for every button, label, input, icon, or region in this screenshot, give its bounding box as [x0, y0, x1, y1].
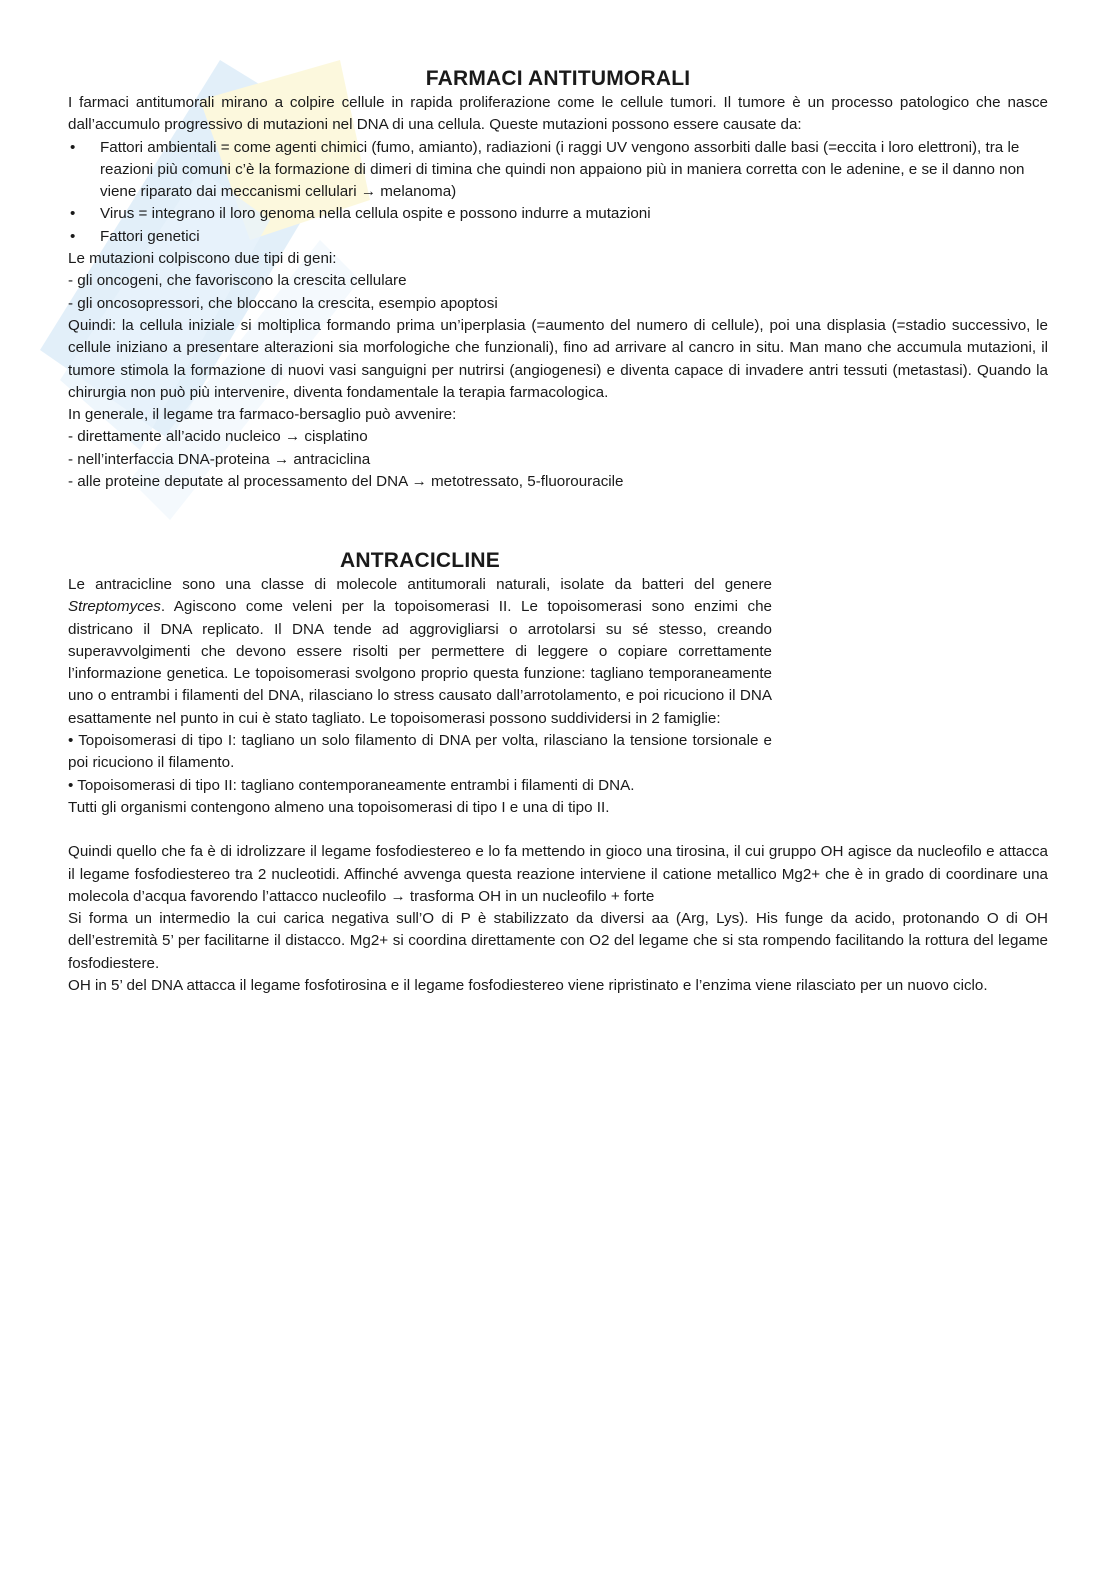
text-line: Le mutazioni colpiscono due tipi di geni: — [68, 250, 337, 268]
closing-paragraph: OH in 5’ del DNA attacca il legame fosfotirosina e il legame fosfodiestereo viene ripristinato e l’enzima viene rilasciato per un nuovo ciclo. — [68, 977, 988, 995]
bullet-icon: • — [70, 227, 76, 245]
list-item: • Virus = integrano il loro genoma nella cellula ospite e possono indurre a mutazioni — [68, 203, 1048, 225]
section-title-farmaci: FARMACI ANTITUMORALI — [425, 67, 691, 90]
topo-type1: • Topoisomerasi di tipo I: tagliano un solo filamento di DNA per volta, rilasciano la tensione torsionale e poi ricuciono il filamento. — [68, 732, 772, 772]
bullet-icon: • — [70, 138, 76, 156]
list-item: • Fattori ambientali = come agenti chimici (fumo, amianto), radiazioni (i raggi UV vengono assorbiti dalle basi (=eccita i loro elettroni), tra le reazioni più comuni c’è la formazione di dimeri di timina che quindi non appaiono più in maniera corretta con le adenine, e se il danno non viene riparato dai meccanismi cellulari → melanoma) — [70, 138, 1025, 201]
text-line: - gli oncogeni, che favoriscono la crescita cellulare — [68, 272, 407, 290]
list-item: • Fattori genetici — [68, 226, 1048, 248]
genus-name: Streptomyces — [68, 598, 161, 616]
intro-paragraph: I farmaci antitumorali mirano a colpire cellule in rapida proliferazione come le cellule tumori. Il tumore è un processo patologico che nasce dall’accumulo progressivo di mutazioni nel DNA di una cellula. Queste mutazioni possono essere causate da: — [68, 94, 1048, 134]
topo-type2: • Topoisomerasi di tipo II: tagliano contemporaneamente entrambi i filamenti di DNA. — [68, 776, 635, 794]
text-line: - direttamente all’acido nucleico → cisplatino — [68, 428, 368, 446]
topo-all-organisms: Tutti gli organismi contengono almeno una topoisomerasi di tipo I e una di tipo II. — [68, 798, 610, 816]
causes-list — [68, 137, 1048, 248]
section-title-antracicline: ANTRACICLINE — [340, 549, 500, 572]
text-line: - gli oncosopressori, che bloccano la crescita, esempio apoptosi — [68, 294, 498, 312]
bullet-icon: • — [70, 205, 76, 223]
intermediate-paragraph: Si forma un intermedio la cui carica negativa sull’O di P è stabilizzato da diversi aa (Arg, Lys). His funge da acido, protonando O di OH dell’estremità 5’ per facilitarne il distacco. Mg2+ si coordina direttamente con O2 del legame che si sta rompendo facilitando la rottura del legame fosfodiestere. — [68, 910, 1048, 972]
text-line: - nell’interfaccia DNA-proteina → antraciclina — [68, 450, 371, 468]
progression-paragraph: Quindi: la cellula iniziale si moltiplica formando prima un’iperplasia (=aumento del numero di cellule), poi una displasia (=stadio successivo, le cellule iniziano a presentare alterazioni sia morfologiche che funzionali), fino ad arrivare al cancro in situ. Man mano che accumula mutazioni, il tumore stimola la formazione di nuovi vasi sanguigni per nutrirsi (angiogenesi) e diventa capace di invadere antri tessuti (metastasi). Quando la chirurgia non può più intervenire, diventa fondamentale la terapia farmacologica. — [68, 316, 1048, 401]
section-antracicline — [68, 548, 1048, 997]
text-line: - alle proteine deputate al processamento del DNA → metotressato, 5-fluorouracile — [68, 473, 624, 491]
section-farmaci-antitumorali — [68, 66, 1048, 493]
mechanism-paragraph: Quindi quello che fa è di idrolizzare il legame fosfodiestereo e lo fa mettendo in gioco una tirosina, il cui gruppo OH agisce da nucleofilo e attacca il legame fosfodiestereo tra 2 nucleotidi. Affinché avvenga questa reazione interviene il catione metallico Mg2+ che è in grado di coordinare una molecola d’acqua favorendo l’attacco nucleofilo → trasforma OH in un nucleofilo + forte — [68, 843, 1048, 905]
antracicline-intro: Le antracicline sono una classe di molecole antitumorali naturali, isolate da batteri del genere Streptomyces. Agiscono come veleni per la topoisomerasi II. Le topoisomerasi sono enzimi che districano il DNA replicato. Il DNA tende ad aggrovigliarsi o arrotolarsi su sé stesso, creando superavvolgimenti che devono essere risolti per permettere di leggere o copiare correttamente l’informazione genetica. Le topoisomerasi svolgono proprio questa funzione: tagliano temporaneamente uno o entrambi i filamenti del DNA, rilasciano lo stress causato dall’arrotolamento, e poi ricuciono il DNA esattamente nel punto in cui è stato tagliato. Le topoisomerasi possono suddividersi in 2 famiglie: — [68, 576, 772, 727]
text-line: In generale, il legame tra farmaco-bersaglio può avvenire: — [68, 406, 457, 424]
